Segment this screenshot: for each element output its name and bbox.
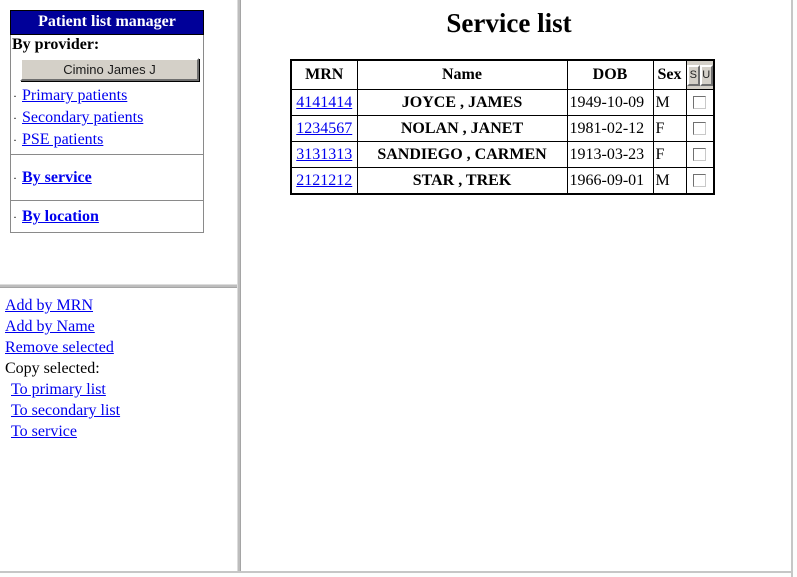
service-list-table (290, 59, 715, 195)
column-header-name: Name (357, 60, 567, 90)
column-header-dob: DOB (567, 60, 653, 90)
frame-patient-list-manager (0, 0, 237, 284)
column-header-mrn: MRN (291, 60, 357, 90)
sex-cell: M (653, 168, 686, 195)
dob-cell: 1913-03-23 (567, 142, 653, 168)
patient-row (291, 90, 714, 116)
by-service-link[interactable]: By service (22, 169, 92, 186)
copy-target-link[interactable]: To service (11, 423, 77, 440)
provider-patients-link[interactable]: Secondary patients (22, 109, 144, 126)
patient-list-manager-panel (10, 10, 204, 233)
checkbox-cell (686, 90, 714, 116)
table-header-row (291, 60, 714, 90)
frame-service-list (241, 0, 791, 571)
action-link-list (5, 295, 237, 358)
provider-link-line (11, 129, 203, 151)
mrn-cell (291, 116, 357, 142)
checkbox-cell (686, 116, 714, 142)
list-action-link[interactable]: Add by MRN (5, 297, 94, 314)
action-link-line (5, 337, 237, 358)
mrn-link[interactable]: 3131313 (296, 145, 353, 163)
select-checkbox[interactable] (693, 122, 706, 135)
by-location-link[interactable]: By location (22, 208, 99, 225)
sex-cell: F (653, 142, 686, 168)
panel-title: Patient list manager (11, 11, 204, 35)
service-table-body (291, 90, 714, 195)
name-cell: NOLAN , JANET (357, 116, 567, 142)
column-header-sex: Sex (653, 60, 686, 90)
select-checkbox[interactable] (693, 148, 706, 161)
by-location-cell (11, 201, 204, 233)
provider-link-line (11, 85, 203, 107)
dob-cell: 1981-02-12 (567, 116, 653, 142)
dob-cell: 1966-09-01 (567, 168, 653, 195)
by-provider-cell (11, 35, 204, 155)
mrn-link[interactable]: 1234567 (296, 119, 353, 137)
window-edge-right (791, 0, 793, 577)
select-checkbox[interactable] (693, 96, 706, 109)
copy-link-line (5, 421, 237, 442)
sex-cell: F (653, 116, 686, 142)
by-service-cell (11, 155, 204, 201)
sex-cell: M (653, 90, 686, 116)
checkbox-cell (686, 168, 714, 195)
frame-list-actions (0, 288, 237, 571)
copy-link-line (5, 400, 237, 421)
mrn-cell (291, 90, 357, 116)
bullet-marker: · (13, 171, 17, 185)
list-action-link[interactable]: Add by Name (5, 318, 95, 335)
bullet-marker: · (13, 89, 17, 103)
page-title: Service list (446, 8, 572, 38)
provider-link-list (11, 84, 203, 154)
copy-link-line (5, 379, 237, 400)
patient-row (291, 168, 714, 195)
patient-row (291, 116, 714, 142)
copy-target-link[interactable]: To secondary list (11, 402, 121, 419)
unselect-all-button[interactable]: U (700, 65, 713, 86)
mrn-cell (291, 168, 357, 195)
copy-target-link[interactable]: To primary list (11, 381, 106, 398)
name-cell: STAR , TREK (357, 168, 567, 195)
provider-button[interactable]: Cimino James J (20, 58, 199, 81)
mrn-link[interactable]: 2121212 (296, 171, 353, 189)
provider-link-line (11, 107, 203, 129)
provider-patients-link[interactable]: Primary patients (22, 87, 128, 104)
dob-cell: 1949-10-09 (567, 90, 653, 116)
bullet-marker: · (13, 111, 17, 125)
copy-selected-label: Copy selected: (5, 360, 100, 377)
mrn-link[interactable]: 4141414 (296, 93, 353, 111)
select-checkbox[interactable] (693, 174, 706, 187)
by-provider-label: By provider: (12, 36, 100, 53)
mrn-cell (291, 142, 357, 168)
bullet-marker: · (13, 210, 17, 224)
window-edge-bottom (0, 571, 793, 573)
checkbox-cell (686, 142, 714, 168)
action-link-line (5, 295, 237, 316)
action-link-line (5, 316, 237, 337)
patient-row (291, 142, 714, 168)
bullet-marker: · (13, 133, 17, 147)
copy-link-list (5, 379, 237, 442)
list-action-link[interactable]: Remove selected (5, 339, 114, 356)
name-cell: SANDIEGO , CARMEN (357, 142, 567, 168)
provider-patients-link[interactable]: PSE patients (22, 131, 104, 148)
select-all-button[interactable]: S (687, 65, 700, 86)
name-cell: JOYCE , JAMES (357, 90, 567, 116)
select-column-header (686, 60, 714, 90)
